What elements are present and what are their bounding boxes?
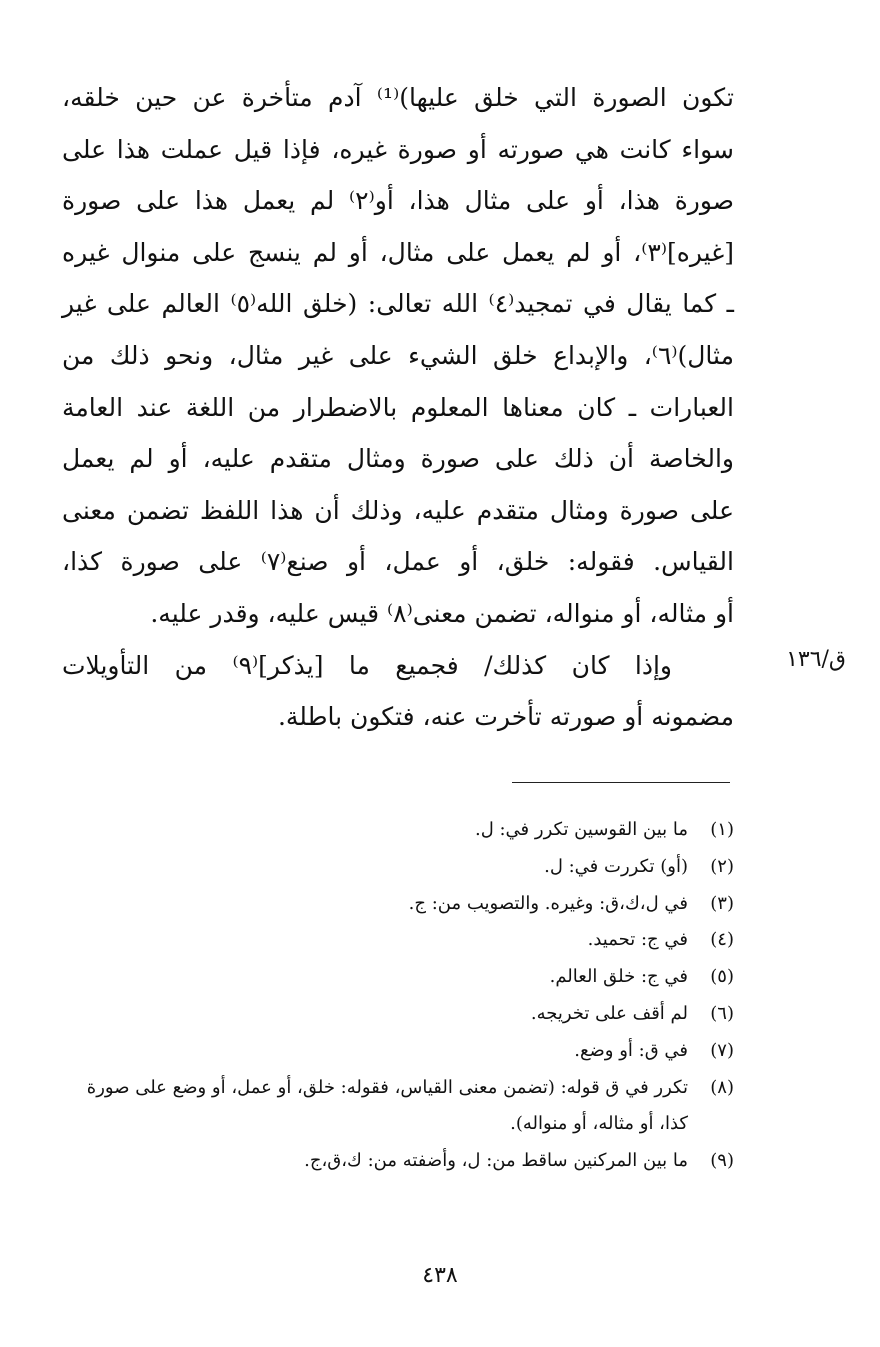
body-line: العبارات ـ كان معناها المعلوم بالاضطرار من اللغة عند العامة (62, 392, 734, 422)
footnote (62, 886, 734, 923)
body-line: صورة هذا، أو على مثال هذا، أو⁽٢⁾ لم يعمل هذا على صورة (62, 186, 735, 216)
body-line: ـ كما يقال في تمجيد⁽٤⁾ الله تعالى: (خلق الله⁽٥⁾ العالم على غير (62, 289, 734, 319)
body-line: مثال)⁽٦⁾، والإبداع خلق الشيء على غير مثال، ونحو ذلك من (62, 340, 734, 370)
footnote-text: في ج: تحميد. (587, 929, 688, 951)
footnote-text: (أو) تكررت في: ل. (544, 855, 688, 877)
footnote-number: (٢) (710, 855, 734, 877)
page-number: ٤٣٨ (422, 1263, 458, 1288)
footnote-text: ما بين المركنين ساقط من: ل، وأضفته من: ك،ق،ج. (304, 1150, 688, 1172)
body-line: وإذا كان كذلك/ فجميع ما [يذكر]⁽٩⁾ من التأويلات (62, 650, 672, 680)
footnote-number: (٧) (710, 1039, 734, 1061)
footnote-text: ما بين القوسين تكرر في: ل. (474, 819, 688, 840)
footnote-text: لم أقف على تخريجه. (530, 1002, 688, 1024)
footnote-text: في ق: أو وضع. (574, 1039, 688, 1061)
footnote-number: (١) (710, 819, 734, 840)
footnote-text: في ج: خلق العالم. (549, 966, 688, 988)
footnote (62, 996, 734, 1033)
manuscript-folio-marker: ق/١٣٦ (786, 647, 846, 672)
footnote-separator (512, 782, 730, 783)
footnote-number: (٣) (710, 892, 734, 914)
footnote (62, 959, 734, 996)
footnote-number: (٤) (710, 929, 734, 951)
footnote (62, 1143, 734, 1180)
body-line: سواء كانت هي صورته أو صورة غيره، فإذا قيل عملت هذا على (62, 134, 734, 164)
footnote-text: تكرر في ق قوله: (تضمن معنى القياس، فقوله: خلق، أو عمل، أو وضع على صورة كذا، أو مثاله، أو منواله). (86, 1076, 688, 1135)
footnote-text: في ل،ك،ق: وغيره. والتصويب من: ج. (408, 892, 688, 914)
body-line: تكون الصورة التي خلق عليها)⁽¹⁾ آدم متأخرة عن حين خلقه، (62, 83, 735, 112)
footnote-number: (٥) (710, 966, 734, 988)
footnote-number: (٩) (710, 1150, 734, 1172)
footnote (62, 1070, 734, 1144)
footnote (62, 812, 734, 849)
body-line: والخاصة أن ذلك على صورة ومثال متقدم عليه، أو لم يعمل (62, 444, 734, 474)
main-text (62, 72, 734, 743)
footnote-number: (٨) (710, 1076, 734, 1098)
body-line: أو مثاله، أو منواله، تضمن معنى⁽٨⁾ قيس عليه، وقدر عليه. (150, 598, 734, 628)
footnote (62, 1033, 734, 1070)
body-line: [غيره]⁽٣⁾، أو لم يعمل على مثال، أو لم ينسج على منوال غيره (62, 237, 734, 267)
footnote-number: (٦) (710, 1002, 734, 1024)
footnotes (62, 812, 734, 1180)
body-line: القياس. فقوله: خلق، أو عمل، أو صنع⁽٧⁾ على صورة كذا، (62, 547, 734, 577)
footnote (62, 922, 734, 959)
footnote (62, 849, 734, 886)
body-line: على صورة ومثال متقدم عليه، وذلك أن هذا اللفظ تضمن معنى (62, 495, 734, 525)
body-line: مضمونه أو صورته تأخرت عنه، فتكون باطلة. (277, 702, 734, 732)
